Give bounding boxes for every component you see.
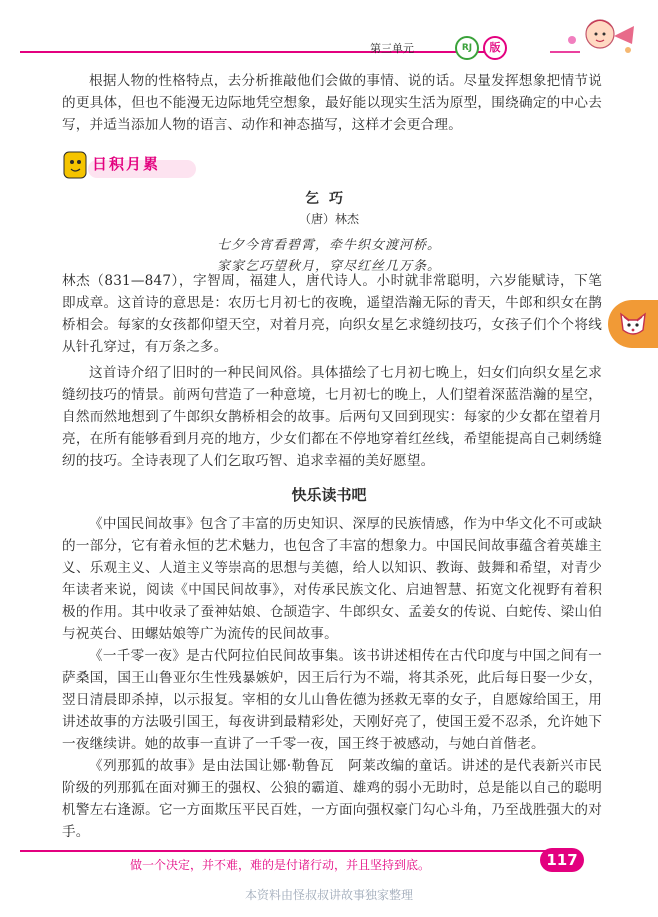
poem-line: 家家乞巧望秋月，穿尽红丝几万条。: [216, 259, 441, 274]
edition-badge: 版: [483, 36, 507, 60]
footer-motto: 做一个决定，并不难，难的是付诸行动，并且坚持到底。: [129, 858, 430, 872]
rj-badge: RJ: [455, 36, 479, 60]
footer-rule: [20, 850, 560, 852]
fox-face-icon: [617, 308, 649, 340]
section-title: 快乐读书吧: [291, 486, 367, 504]
poem-title: 乞巧: [305, 191, 353, 207]
page-header: [0, 0, 658, 62]
reading-paragraph: 《一千零一夜》是古代阿拉伯民间故事集。该书讲述相传在古代印度与中国之间有一萨桑国，国王山鲁亚尔生性残暴嫉妒，因王后行为不端，将其杀死，此后每日娶一少女，翌日清晨即杀掉，以示报复。宰相的女儿山鲁佐德为拯救无辜的女子，自愿嫁给国王，用讲述故事的方法吸引国王，每夜讲到最精彩处，天刚好亮了，使国王爱不忍杀，允许她下一夜继续讲。她的故事一直讲了一千零一夜，国王终于被感动，与她白首偕老。: [62, 648, 602, 752]
section-label: 日积月累: [92, 155, 161, 173]
intro-paragraph: 根据人物的性格特点，去分析推敲他们会做的事情、说的话。尽量发挥想象把情节说的更具体，但也不能漫无边际地凭空想象，最好能以现实生活为原型，围绕确定的中心去写，并适当添加人物的语言、动作和神态描写，这样才会更合理。: [62, 73, 602, 133]
reading-paragraph: 《列那狐的故事》是由法国让娜·勒鲁瓦 阿莱改编的童话。讲述的是代表新兴市民阶级的列那狐在面对狮王的强权、公狼的霸道、雄鸡的弱小无助时，总是能以自己的聪明机警左右逢源。它一方面欺压平民百姓，一方面向强权豪门勾心斗角，乃至战胜强大的对手。: [62, 758, 602, 840]
girl-mascot-icon: [510, 6, 650, 62]
poem-author: （唐）林杰: [298, 212, 359, 226]
reading-paragraph: 《中国民间故事》包含了丰富的历史知识、深厚的民族情感，作为中华文化不可或缺的一部分，它有着永恒的艺术魅力，也包含了丰富的想象力。中国民间故事蕴含着英雄主义、乐观主义、人道主义等崇高的思想与美德，给人以知识、教诲、鼓舞和希望，对青少年读者来说，阅读《中国民间故事》，对传承民族文化、启迪智慧、拓宽文化视野有着积极的作用。其中收录了蚕神姑娘、仓颉造字、牛郎织女、孟姜女的传说、白蛇传、梁山伯与祝英台、田螺姑娘等广为流传的民间故事。: [62, 516, 602, 642]
unit-label: 第三单元: [370, 42, 414, 55]
watermark-text: 本资料由怪叔叔讲故事独家整理: [244, 888, 413, 902]
header-rule: [20, 51, 498, 53]
page-number: 117: [540, 848, 584, 872]
poem-paragraph: 林杰（831—847），字智周，福建人，唐代诗人。小时就非常聪明，六岁能赋诗，下笔即成章。这首诗的意思是：农历七月初七的夜晚，遥望浩瀚无际的青天，牛郎和织女在鹊桥相会。每家的女孩都仰望天空，对着月亮，向织女星乞求缝纫技巧，女孩子们个个将线从针孔穿过，有万条之多。: [62, 273, 602, 355]
poem-line: 七夕今宵看碧霄，牵牛织女渡河桥。: [216, 238, 441, 253]
poem-paragraph: 这首诗介绍了旧时的一种民间风俗。具体描绘了七月初七晚上，妇女们向织女星乞求缝纫技巧的情景。前两句营造了一种意境，七月初七的晚上，人们望着深蓝浩瀚的星空，自然而然地想到了牛郎织女鹊桥相会的故事。后两句又回到现实：每家的少女都在望着月亮，在所有能够看到月亮的地方，少女们都在不停地穿着红丝线，希望能提高自己刺绣缝纫的技巧。全诗表现了人们乞取巧智、追求幸福的美好愿望。: [62, 365, 602, 469]
